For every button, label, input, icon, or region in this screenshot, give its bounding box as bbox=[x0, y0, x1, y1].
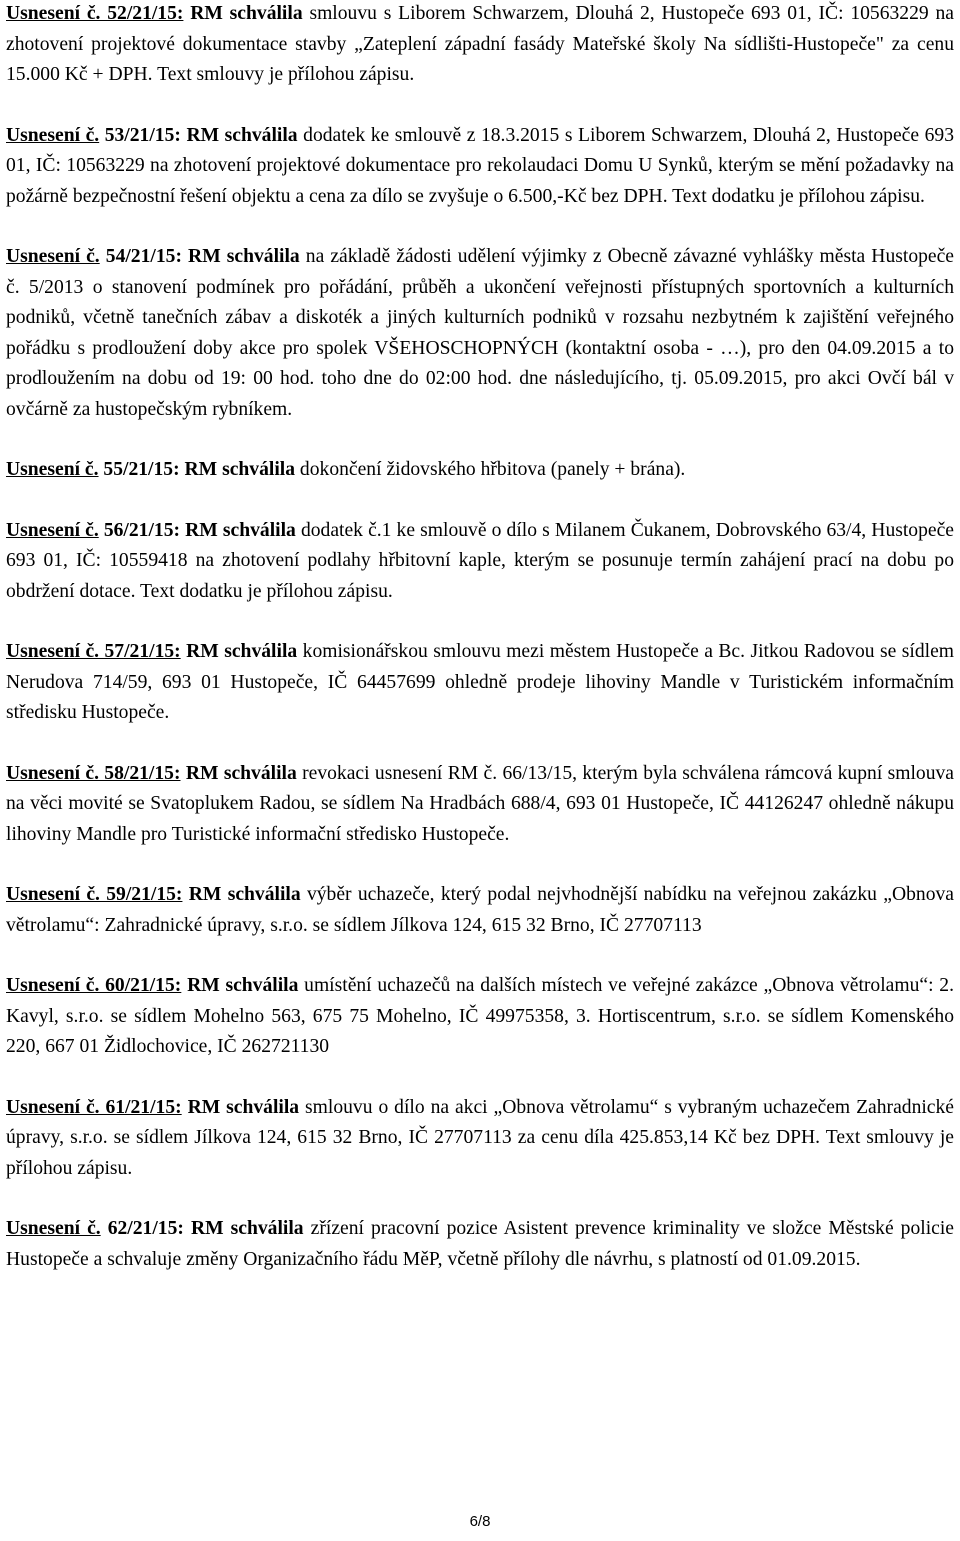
resolution-action: RM schválila bbox=[186, 641, 298, 662]
resolution-action: RM schválila bbox=[190, 3, 303, 24]
resolution-number: Usnesení č. 53/21/15: bbox=[6, 124, 181, 146]
resolution-action: RM schválila bbox=[187, 1096, 300, 1118]
resolution-text: dokončení židovského hřbitova (panely + brána). bbox=[299, 459, 686, 480]
resolution-text: smlouvu s Liborem Schwarzem, Dlouhá 2, Hustopeče 693 01, IČ: 10563229 na zhotovení projektové dokumentace stavby „Zateplení západní fasády Mateřské školy Na sídlišti-Hustopeče" za cenu 15.000 Kč + DPH. Text smlouvy je přílohou zápisu. bbox=[6, 3, 954, 85]
resolution-number: Usnesení č. 54/21/15: bbox=[6, 246, 182, 267]
resolution-53 bbox=[6, 121, 954, 213]
page-number: 6/8 bbox=[469, 1513, 491, 1530]
resolution-action: RM schválila bbox=[188, 246, 300, 267]
resolution-number: Usnesení č. 52/21/15: bbox=[6, 3, 184, 24]
resolution-56 bbox=[6, 516, 954, 608]
resolution-action: RM schválila bbox=[184, 459, 296, 480]
resolution-text: dodatek č.1 ke smlouvě o dílo s Milanem Čukanem, Dobrovského 63/4, Hustopeče 693 01, IČ: 10559418 na zhotovení podlahy hřbitovní kaple, kterým se posunuje termín zahájení prací na dobu po obdržení dotace. Text dodatku je přílohou zápisu. bbox=[6, 519, 954, 602]
resolution-number: Usnesení č. 55/21/15: bbox=[6, 459, 180, 480]
resolution-60 bbox=[6, 971, 954, 1063]
resolution-number: Usnesení č. 56/21/15: bbox=[6, 519, 181, 541]
resolution-action: RM schválila bbox=[185, 519, 296, 541]
resolution-55 bbox=[6, 455, 954, 486]
resolution-text: zřízení pracovní pozice Asistent prevence kriminality ve složce Městské policie Hustopeče a schvaluje změny Organizačního řádu MěP, včetně přílohy dle návrhu, s platností od 01.09.2015. bbox=[6, 1218, 955, 1270]
resolution-action: RM schválila bbox=[188, 884, 301, 905]
resolution-number: Usnesení č. 59/21/15: bbox=[6, 884, 183, 905]
document-page bbox=[6, 0, 954, 1275]
resolution-61 bbox=[6, 1093, 954, 1185]
resolution-text: revokaci usnesení RM č. 66/13/15, kterým byla schválena rámcová kupní smlouva na věci movité se Svatoplukem Radou, se sídlem Na Hradbách 688/4, 693 01 Hustopeče, IČ 44126247 ohledně nákupu lihoviny Mandle pro Turistické informační středisko Hustopeče. bbox=[6, 762, 954, 845]
resolution-57 bbox=[6, 637, 954, 729]
resolution-action: RM schválila bbox=[190, 1218, 304, 1239]
resolution-text: dodatek ke smlouvě z 18.3.2015 s Liborem Schwarzem, Dlouhá 2, Hustopeče 693 01, IČ: 10563229 na zhotovení projektové dokumentace pro rekolaudaci Domu U Synků, kterým se mění požadavky na požárně bezpečnostní řešení objektu a cena za dílo se zvyšuje o 6.500,-Kč bez DPH. Text dodatku je přílohou zápisu. bbox=[6, 124, 954, 207]
resolution-number: Usnesení č. 57/21/15: bbox=[6, 641, 181, 662]
resolution-number: Usnesení č. 60/21/15: bbox=[6, 975, 182, 996]
resolution-action: RM schválila bbox=[186, 124, 298, 146]
resolution-number: Usnesení č. 61/21/15: bbox=[6, 1096, 182, 1118]
resolution-text: umístění uchazečů na dalších místech ve veřejné zakázce „Obnova větrolamu“: 2. Kavyl, s.r.o. se sídlem Mohelno 563, 675 75 Mohelno, IČ 49975358, 3. Hortiscentrum, s.r.o. se sídlem Komenského 220, 667 01 Židlochovice, IČ 262721130 bbox=[6, 975, 954, 1057]
resolution-text: smlouvu o dílo na akci „Obnova větrolamu“ s vybraným uchazečem Zahradnické úpravy, s.r.o. se sídlem Jílkova 124, 615 32 Brno, IČ 27707113 za cenu díla 425.853,14 Kč bez DPH. Text smlouvy je přílohou zápisu. bbox=[6, 1096, 954, 1179]
resolution-action: RM schválila bbox=[187, 975, 299, 996]
resolution-text: výběr uchazeče, který podal nejvhodnější nabídku na veřejnou zakázku „Obnova větrolamu“: Zahradnické úpravy, s.r.o. se sídlem Jílkova 124, 615 32 Brno, IČ 27707113 bbox=[6, 884, 954, 936]
resolution-59 bbox=[6, 880, 954, 941]
resolution-58 bbox=[6, 759, 954, 851]
resolution-number: Usnesení č. 58/21/15: bbox=[6, 762, 181, 784]
resolution-action: RM schválila bbox=[185, 762, 297, 784]
resolution-52 bbox=[6, 0, 954, 91]
resolution-54 bbox=[6, 242, 954, 425]
resolution-number: Usnesení č. 62/21/15: bbox=[6, 1218, 184, 1239]
resolution-text: komisionářskou smlouvu mezi městem Hustopeče a Bc. Jitkou Radovou se sídlem Nerudova 714/59, 693 01 Hustopeče, IČ 64457699 ohledně prodeje lihoviny Mandle v Turistickém informačním středisku Hustopeče. bbox=[6, 641, 955, 723]
resolution-text: na základě žádosti udělení výjimky z Obecně závazné vyhlášky města Hustopeče č. 5/2013 o stanovení podmínek pro pořádání, průběh a ukončení veřejnosti přístupných sportovních a kulturních podniků, včetně tanečních zábav a diskoték a jiných kulturních podniků v rozsahu nezbytném k zajištění veřejného pořádku s prodloužení doby akce pro spolek VŠEHOSCHOPNÝCH (kontaktní osoba - …), pro den 04.09.2015 a to prodloužením na dobu od 19: 00 hod. toho dne do 02:00 hod. dne následujícího, tj. 05.09.2015, pro akci Ovčí bál v ovčárně za hustopečským rybníkem. bbox=[6, 246, 955, 420]
resolution-62 bbox=[6, 1214, 954, 1275]
